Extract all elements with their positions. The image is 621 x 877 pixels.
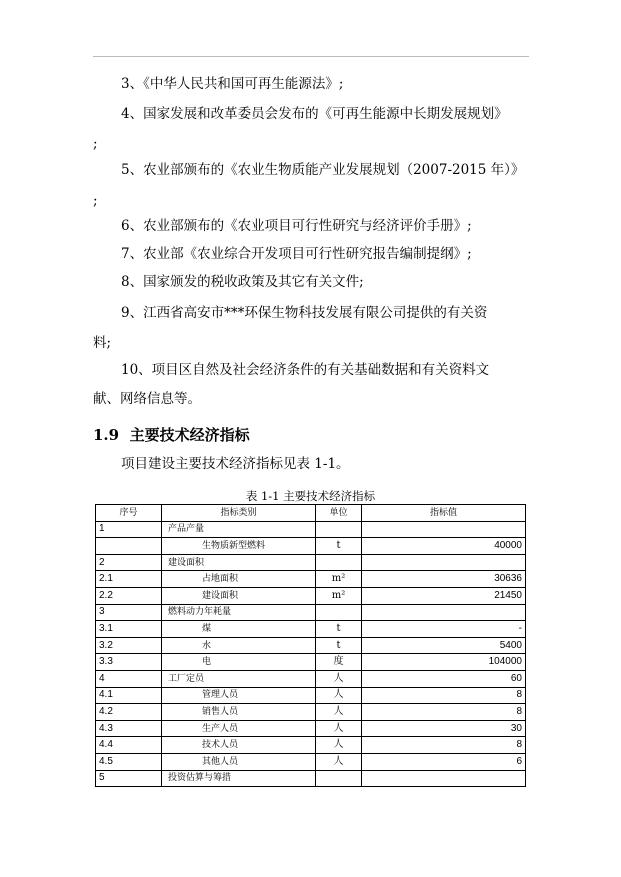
table-title: 表 1-1 主要技术经济指标	[245, 489, 376, 503]
row-value-cell: 40000	[362, 538, 526, 555]
row-number-cell: 1	[96, 521, 162, 538]
row-unit-cell: 人	[316, 737, 362, 754]
row-value-cell: 5400	[362, 637, 526, 654]
row-unit-cell: t	[316, 621, 362, 638]
reference-item: 9、江西省高安市***环保生物科技发展有限公司提供的有关资	[121, 305, 488, 321]
row-category-cell: 产品产量	[162, 521, 316, 538]
row-category-cell: 燃料动力年耗量	[162, 604, 316, 621]
row-number-cell: 4.5	[96, 753, 162, 770]
table-row	[96, 621, 526, 638]
row-value-cell: 8	[362, 687, 526, 704]
table-header-row	[96, 505, 526, 522]
row-value-cell	[362, 604, 526, 621]
row-number-cell: 3.3	[96, 654, 162, 671]
table-row	[96, 770, 526, 787]
row-category-cell: 生物质新型燃料	[162, 538, 316, 555]
reference-item-continuation: ;	[93, 193, 98, 209]
reference-item: 8、国家颁发的税收政策及其它有关文件;	[121, 274, 364, 290]
row-category-cell: 占地面积	[162, 571, 316, 588]
row-value-cell: 8	[362, 737, 526, 754]
row-value-cell: 60	[362, 670, 526, 687]
indicator-table	[95, 504, 526, 787]
row-unit-cell	[316, 770, 362, 787]
table-row	[96, 654, 526, 671]
row-unit-cell: t	[316, 538, 362, 555]
header-no: 序号	[96, 505, 162, 522]
row-category-cell: 建设面积	[162, 587, 316, 604]
reference-item: 6、农业部颁布的《农业项目可行性研究与经济评价手册》;	[121, 218, 472, 234]
reference-item: 4、国家发展和改革委员会发布的《可再生能源中长期发展规划》	[121, 106, 508, 122]
row-number-cell: 2.1	[96, 571, 162, 588]
row-unit-cell	[316, 554, 362, 571]
row-category-cell: 生产人员	[162, 720, 316, 737]
table-row	[96, 737, 526, 754]
row-number-cell: 3.2	[96, 637, 162, 654]
row-category-cell: 建设面积	[162, 554, 316, 571]
row-number-cell: 4.1	[96, 687, 162, 704]
row-number-cell: 4.4	[96, 737, 162, 754]
row-number-cell: 3	[96, 604, 162, 621]
row-number-cell: 4	[96, 670, 162, 687]
row-number-cell: 5	[96, 770, 162, 787]
row-number-cell: 4.3	[96, 720, 162, 737]
table-row	[96, 720, 526, 737]
reference-item-continuation: 献、网络信息等。	[93, 391, 201, 407]
table-row	[96, 538, 526, 555]
row-unit-cell: 人	[316, 720, 362, 737]
row-unit-cell	[316, 521, 362, 538]
section-title: 主要技术经济指标	[129, 426, 250, 444]
row-unit-cell: 人	[316, 670, 362, 687]
row-unit-cell: m²	[316, 571, 362, 588]
reference-item: 5、农业部颁布的《农业生物质能产业发展规划（2007-2015 年）》	[121, 162, 525, 178]
row-category-cell: 水	[162, 637, 316, 654]
reference-item: 3、《中华人民共和国可再生能源法》;	[121, 76, 344, 92]
header-category: 指标类别	[162, 505, 316, 522]
table-row	[96, 521, 526, 538]
row-value-cell: 104000	[362, 654, 526, 671]
reference-item-continuation: 料;	[93, 335, 112, 351]
row-category-cell: 煤	[162, 621, 316, 638]
section-heading	[93, 424, 250, 445]
row-category-cell: 投资估算与筹措	[162, 770, 316, 787]
row-category-cell: 其他人员	[162, 753, 316, 770]
row-value-cell	[362, 554, 526, 571]
reference-item: 7、农业部《农业综合开发项目可行性研究报告编制提纲》;	[121, 246, 472, 262]
row-value-cell: 30636	[362, 571, 526, 588]
row-unit-cell: 度	[316, 654, 362, 671]
page-header-rule	[93, 56, 529, 57]
row-unit-cell: 人	[316, 687, 362, 704]
table-row	[96, 687, 526, 704]
row-value-cell	[362, 521, 526, 538]
table-row	[96, 670, 526, 687]
row-value-cell: 21450	[362, 587, 526, 604]
table-row	[96, 704, 526, 721]
row-number-cell: 2.2	[96, 587, 162, 604]
section-intro: 项目建设主要技术经济指标见表 1-1。	[121, 456, 350, 472]
row-value-cell: 8	[362, 704, 526, 721]
row-category-cell: 技术人员	[162, 737, 316, 754]
table-row	[96, 753, 526, 770]
row-unit-cell: 人	[316, 704, 362, 721]
header-unit: 单位	[316, 505, 362, 522]
row-number-cell: 4.2	[96, 704, 162, 721]
table-row	[96, 587, 526, 604]
reference-item-continuation: ;	[93, 136, 98, 152]
row-category-cell: 工厂定员	[162, 670, 316, 687]
row-unit-cell: m²	[316, 587, 362, 604]
row-category-cell: 电	[162, 654, 316, 671]
row-unit-cell: 人	[316, 753, 362, 770]
row-value-cell: 30	[362, 720, 526, 737]
row-value-cell: -	[362, 621, 526, 638]
row-number-cell	[96, 538, 162, 555]
table-row	[96, 637, 526, 654]
row-unit-cell	[316, 604, 362, 621]
row-number-cell: 3.1	[96, 621, 162, 638]
row-category-cell: 管理人员	[162, 687, 316, 704]
table-row	[96, 554, 526, 571]
section-number: 1.9	[93, 426, 120, 444]
header-value: 指标值	[362, 505, 526, 522]
reference-item: 10、项目区自然及社会经济条件的有关基础数据和有关资料文	[121, 362, 490, 378]
row-number-cell: 2	[96, 554, 162, 571]
row-value-cell: 6	[362, 753, 526, 770]
table-row	[96, 604, 526, 621]
row-unit-cell: t	[316, 637, 362, 654]
row-category-cell: 销售人员	[162, 704, 316, 721]
row-value-cell	[362, 770, 526, 787]
table-row	[96, 571, 526, 588]
